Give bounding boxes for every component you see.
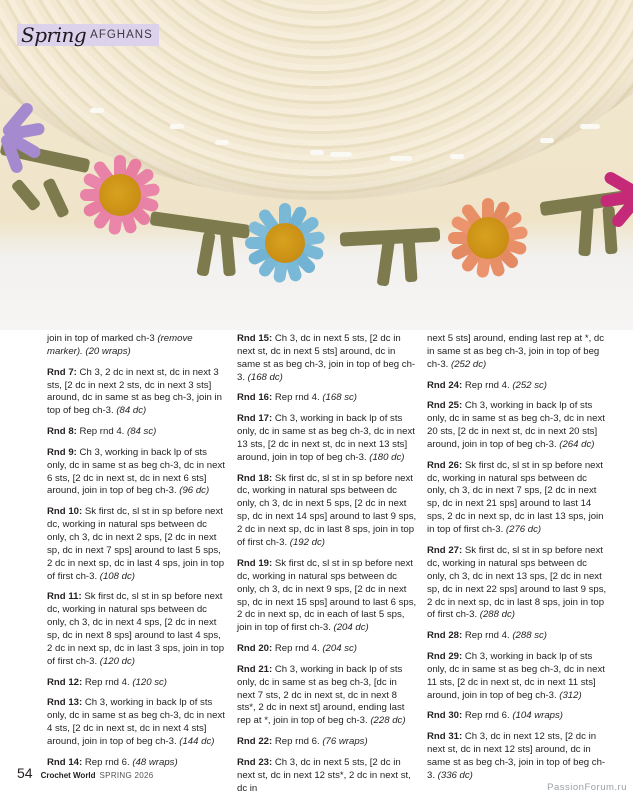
round-label: Rnd 19:	[237, 557, 273, 569]
stitch-count: (76 wraps)	[322, 736, 368, 748]
round-label: Rnd 27:	[427, 544, 463, 556]
instruction-paragraph	[237, 664, 417, 729]
instruction-paragraph	[427, 333, 607, 372]
page-number: 54	[17, 765, 33, 781]
instruction-paragraph	[427, 380, 607, 393]
stitch-count: (168 dc)	[247, 371, 283, 383]
round-text: Ch 3, dc in next 5 sts, [2 dc in next st, dc in next 12 sts*, 2 dc in next st, dc in	[237, 756, 411, 794]
round-label: Rnd 30:	[427, 710, 463, 722]
stitch-count: (108 dc)	[99, 570, 135, 582]
round-text: join in top of marked ch-3	[47, 333, 158, 344]
round-label: Rnd 8:	[47, 426, 77, 438]
round-label: Rnd 11:	[47, 591, 82, 603]
round-label: Rnd 26:	[427, 459, 463, 471]
instruction-paragraph	[47, 697, 227, 749]
round-label: Rnd 13:	[47, 697, 83, 709]
stitch-count: (168 sc)	[322, 392, 357, 404]
stitch-count: (276 dc)	[505, 524, 542, 536]
round-label: Rnd 22:	[237, 736, 273, 748]
round-label: Rnd 29:	[427, 650, 463, 662]
issue-label: SPRING 2026	[99, 771, 154, 780]
column-1	[47, 333, 227, 768]
instruction-paragraph	[237, 643, 417, 656]
section-script-title: Spring	[21, 23, 87, 47]
stitch-count: (288 sc)	[512, 630, 547, 642]
stitch-count: (120 sc)	[132, 676, 167, 688]
blue-flower	[230, 188, 340, 298]
round-text: Sk first dc, sl st in sp before next dc, working in natural sps between dc only, ch 3, dc in next 9 sps, [2 dc in next sp, dc in next 15 sps] around to last 6 sps, 2 dc in next sp, dc in each of last 5 sps, join in top of first ch-3.	[237, 557, 417, 634]
round-label: Rnd 23:	[237, 756, 273, 768]
stitch-count: (120 dc)	[99, 655, 135, 667]
magenta-flower	[610, 150, 633, 240]
round-label: Rnd 28:	[427, 630, 463, 642]
stitch-count: (84 dc)	[116, 405, 147, 417]
section-caps-title: AFGHANS	[90, 29, 153, 41]
round-label: Rnd 18:	[237, 472, 273, 484]
round-text: Rep rnd 6.	[82, 756, 133, 768]
round-label: Rnd 17:	[237, 413, 273, 425]
afghan-photo	[0, 0, 633, 330]
round-label: Rnd 25:	[427, 400, 463, 412]
purple-flower	[0, 90, 40, 180]
round-text: Ch 3, dc in next 12 sts, [2 dc in next st, dc in next 12 sts] around, dc in same st as beg ch-3, join in top of beg ch-3.	[427, 730, 606, 781]
instruction-paragraph	[47, 426, 227, 439]
instruction-paragraph	[237, 333, 417, 385]
round-text: Ch 3, working in back lp of sts only, dc in same st as beg ch-3, dc in next 4 sts, [2 dc in next st, dc in next 4 sts] around, join in top of beg ch-3.	[47, 697, 225, 748]
stitch-count: (288 dc)	[479, 609, 515, 621]
stitch-count: (192 dc)	[289, 537, 325, 549]
stitch-count: (48 wraps)	[132, 756, 178, 768]
round-text: Rep rnd 4.	[462, 630, 513, 642]
round-label: Rnd 15:	[237, 333, 273, 344]
round-label: Rnd 21:	[237, 663, 273, 675]
instruction-paragraph	[427, 400, 607, 452]
pink-flower	[65, 140, 175, 250]
instruction-paragraph	[47, 367, 227, 419]
round-text: Ch 3, working in back lp of sts only, dc in same st as beg ch-3, dc in next 20 sts, [2 dc in next st, dc in next 20 sts] around, join in top of beg ch-3.	[427, 400, 605, 450]
round-text: Ch 3, dc in next 5 sts, [2 dc in next st, dc in next 5 sts] around, dc in same st as beg ch-3, join in top of beg ch-3.	[237, 333, 416, 383]
instruction-paragraph	[47, 506, 227, 583]
stitch-count: (336 dc)	[437, 769, 473, 781]
section-badge	[17, 24, 159, 46]
round-text: Sk first dc, sl st in sp before next dc, working in natural sps between dc only, ch 3, dc in next 7 sps, [2 dc in next sp, dc in next 21 sps] around to last 14 sps, 2 dc in next sp, dc in last 13 sps, join in top of first ch-3.	[427, 459, 604, 536]
stitch-count: (remove marker). (20 wraps)	[47, 333, 193, 357]
instruction-paragraph	[427, 710, 607, 723]
instruction-paragraph	[47, 591, 227, 668]
round-label: Rnd 31:	[427, 730, 463, 742]
stitch-count: (180 dc)	[369, 451, 405, 463]
round-label: Rnd 12:	[47, 676, 83, 688]
round-text: Rep rnd 4.	[272, 392, 323, 404]
instruction-paragraph	[47, 677, 227, 690]
round-label: Rnd 10:	[47, 506, 83, 518]
site-watermark: PassionForum.ru	[547, 782, 627, 793]
stitch-count: (264 dc)	[559, 438, 595, 450]
magazine-title: Crochet World	[40, 771, 96, 780]
page-footer	[17, 765, 154, 781]
round-text: Rep rnd 6.	[462, 710, 513, 722]
instruction-paragraph	[237, 736, 417, 749]
column-2	[237, 333, 417, 794]
round-text: Ch 3, working in back lp of sts only, dc in same st as beg ch-3, dc in next 11 sts, [2 dc in next st, dc in next 11 sts] around, join in top of beg ch-3.	[427, 650, 605, 701]
round-text: Rep rnd 6.	[272, 736, 323, 748]
round-text: next 5 sts] around, ending last rep at *, dc in same st as beg ch-3, join in top of beg ch-3.	[427, 333, 605, 370]
round-text: Sk first dc, sl st in sp before next dc, working in natural sps between dc only, ch 3, dc in next 4 sps, [2 dc in next sp, dc in next 8 sps] around to last 4 sps, 2 dc in next sp, dc in last 3 sps, join in top of first ch-3.	[47, 591, 225, 667]
coral-flower	[430, 180, 545, 295]
round-text: Sk first dc, sl st in sp before next dc, working in natural sps between dc only, ch 3, dc in next 2 sps, [2 dc in next sp, dc in next 7 sps] around to last 5 sps, 2 dc in next sp, dc in last 4 sps, join in top of first ch-3.	[47, 506, 225, 582]
stitch-count: (84 sc)	[127, 426, 157, 438]
round-label: Rnd 20:	[237, 643, 273, 655]
stitch-count: (204 dc)	[333, 622, 369, 634]
stitch-count: (144 dc)	[179, 736, 215, 748]
round-label: Rnd 7:	[47, 366, 77, 378]
round-text: Rep rnd 4.	[76, 426, 127, 438]
stitch-count: (204 sc)	[322, 643, 357, 655]
instruction-paragraph	[47, 447, 227, 499]
round-text: Rep rnd 4.	[82, 676, 133, 688]
round-text: Ch 3, working in back lp of sts only, dc in same st as beg ch-3, dc in next 13 sts, [2 dc in next st, dc in next 13 sts] around, join in top of beg ch-3.	[237, 413, 415, 463]
stitch-count: (96 dc)	[179, 485, 210, 497]
instruction-paragraph	[427, 545, 607, 622]
instruction-paragraph	[427, 630, 607, 643]
instruction-paragraph	[427, 731, 607, 783]
round-label: Rnd 16:	[237, 392, 273, 404]
stitch-count: (252 dc)	[451, 358, 487, 370]
stitch-count: (312)	[559, 689, 582, 701]
round-text: Rep rnd 4.	[272, 643, 323, 655]
instruction-paragraph	[237, 757, 417, 796]
round-label: Rnd 14:	[47, 756, 83, 768]
instruction-paragraph	[237, 413, 417, 465]
stitch-count: (104 wraps)	[512, 710, 563, 722]
instruction-paragraph	[47, 333, 227, 359]
round-text: Sk first dc, sl st in sp before next dc, working in natural sps between dc only, ch 3, dc in next 13 sps, [2 dc in next sp, dc in next 22 sps] around to last 9 sps, 2 dc in next sp, dc in last 8 sps, join in top of first ch-3.	[427, 544, 607, 621]
instruction-paragraph	[427, 460, 607, 537]
round-text: Ch 3, 2 dc in next st, dc in next 3 sts, [2 dc in next 2 sts, dc in next 3 sts] around, dc in same st as beg ch-3, join in top of beg ch-3.	[47, 366, 222, 417]
round-label: Rnd 24:	[427, 379, 463, 391]
instruction-paragraph	[427, 651, 607, 703]
round-text: Ch 3, working in back lp of sts only, dc in same st as beg ch-3, [dc in next 7 sts, 2 dc in next st, dc in next 8 sts*, 2 dc in next st] around, ending last rep at *, join in top of beg ch-3.	[237, 663, 405, 727]
column-3	[427, 333, 607, 781]
round-text: Rep rnd 4.	[462, 379, 513, 391]
round-text: Ch 3, working in back lp of sts only, dc in same st as beg ch-3, dc in next 6 sts, [2 dc in next st, dc in next 6 sts] around, join in top of beg ch-3.	[47, 446, 225, 497]
instruction-paragraph	[237, 558, 417, 635]
round-text: Sk first dc, sl st in sp before next dc, working in natural sps between dc only, ch 3, dc in next 5 sps, [2 dc in next sp, dc in next 14 sps] around to last 9 sps, 2 dc in next sp, dc in last 8 sps, join in top of first ch-3.	[237, 472, 417, 549]
round-label: Rnd 9:	[47, 446, 77, 458]
stitch-count: (228 dc)	[370, 715, 406, 727]
stitch-count: (252 sc)	[512, 379, 547, 391]
instruction-paragraph	[237, 392, 417, 405]
instruction-paragraph	[237, 473, 417, 550]
